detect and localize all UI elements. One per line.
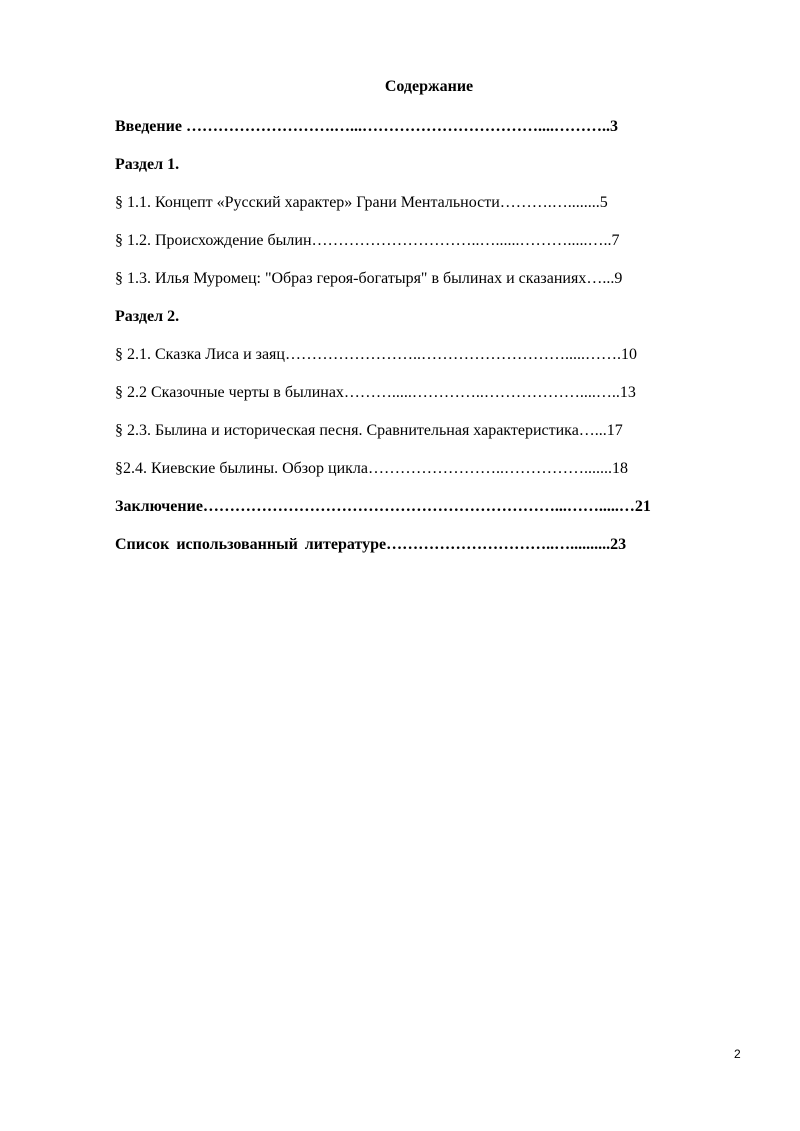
toc-entry-introduction: Введение ……………………….…...……………………………....………..3 (115, 118, 618, 135)
toc-section-heading-2: Раздел 2. (115, 308, 180, 325)
toc-entry-2-4: §2.4. Киевские былины. Обзор цикла……………………..…………….......18 (115, 460, 628, 477)
toc-entry-2-2: § 2.2 Сказочные черты в былинах……….....…………..………………....…..13 (115, 384, 636, 401)
page-number: 2 (734, 1047, 741, 1061)
toc-entry-1-2: § 1.2. Происхождение былин…………………………..…......……….....…..7 (115, 232, 620, 249)
toc-entry-2-1: § 2.1. Сказка Лиса и заяц……………………..……………………….....…….10 (115, 346, 637, 363)
page-title: Содержание (384, 78, 474, 95)
toc-entry-bibliography: Список использованный литературе…………………………..…..........23 (115, 536, 627, 553)
toc-entry-conclusion: Заключение…………………………………………………………...…….....…21 (115, 498, 651, 515)
toc-entry-2-3: § 2.3. Былина и историческая песня. Сравнительная характеристика…...17 (115, 422, 623, 439)
toc-section-heading-1: Раздел 1. (115, 156, 180, 173)
toc-entry-1-1: § 1.1. Концепт «Русский характер» Грани Ментальности……….…........5 (115, 194, 608, 211)
toc-entry-1-3: § 1.3. Илья Муромец: "Образ героя-богатыря" в былинах и сказаниях…...9 (115, 270, 623, 287)
